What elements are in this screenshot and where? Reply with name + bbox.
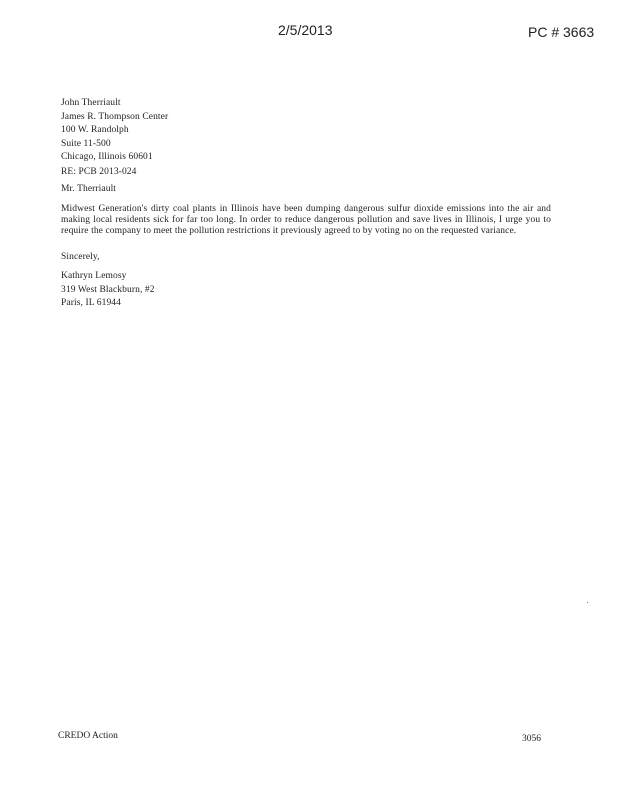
header-pc-number: PC # 3663 (528, 24, 595, 40)
header-date: 2/5/2013 (278, 22, 333, 38)
address-line: John Therriault (61, 98, 121, 108)
footer-page-number: 3056 (522, 734, 541, 744)
scan-speck (587, 602, 588, 603)
signature-block (61, 270, 155, 311)
address-line: Suite 11-500 (61, 138, 111, 149)
signature-address-line: Paris, IL 61944 (61, 298, 121, 308)
address-line: James R. Thompson Center (61, 111, 169, 122)
footer-organization: CREDO Action (58, 731, 118, 741)
re-line: RE: PCB 2013-024 (61, 167, 137, 177)
letter-body-paragraph: Midwest Generation's dirty coal plants in Illinois have been dumping dangerous sulfur dioxide emissions into the air and making local residents sick for far too long. In order to reduce dangerous pollution and save lives in Illinois, I urge you to require the company to meet the pollution restrictions it previously agreed to by voting no on the requested variance. (61, 204, 551, 236)
salutation: Mr. Therriault (61, 184, 117, 194)
address-line: Chicago, Illinois 60601 (61, 152, 153, 162)
signature-name: Kathryn Lemosy (61, 271, 127, 281)
recipient-address (61, 97, 168, 165)
address-line: 100 W. Randolph (61, 125, 129, 135)
signature-address-line: 319 West Blackburn, #2 (61, 284, 155, 295)
closing: Sincerely, (61, 252, 100, 262)
